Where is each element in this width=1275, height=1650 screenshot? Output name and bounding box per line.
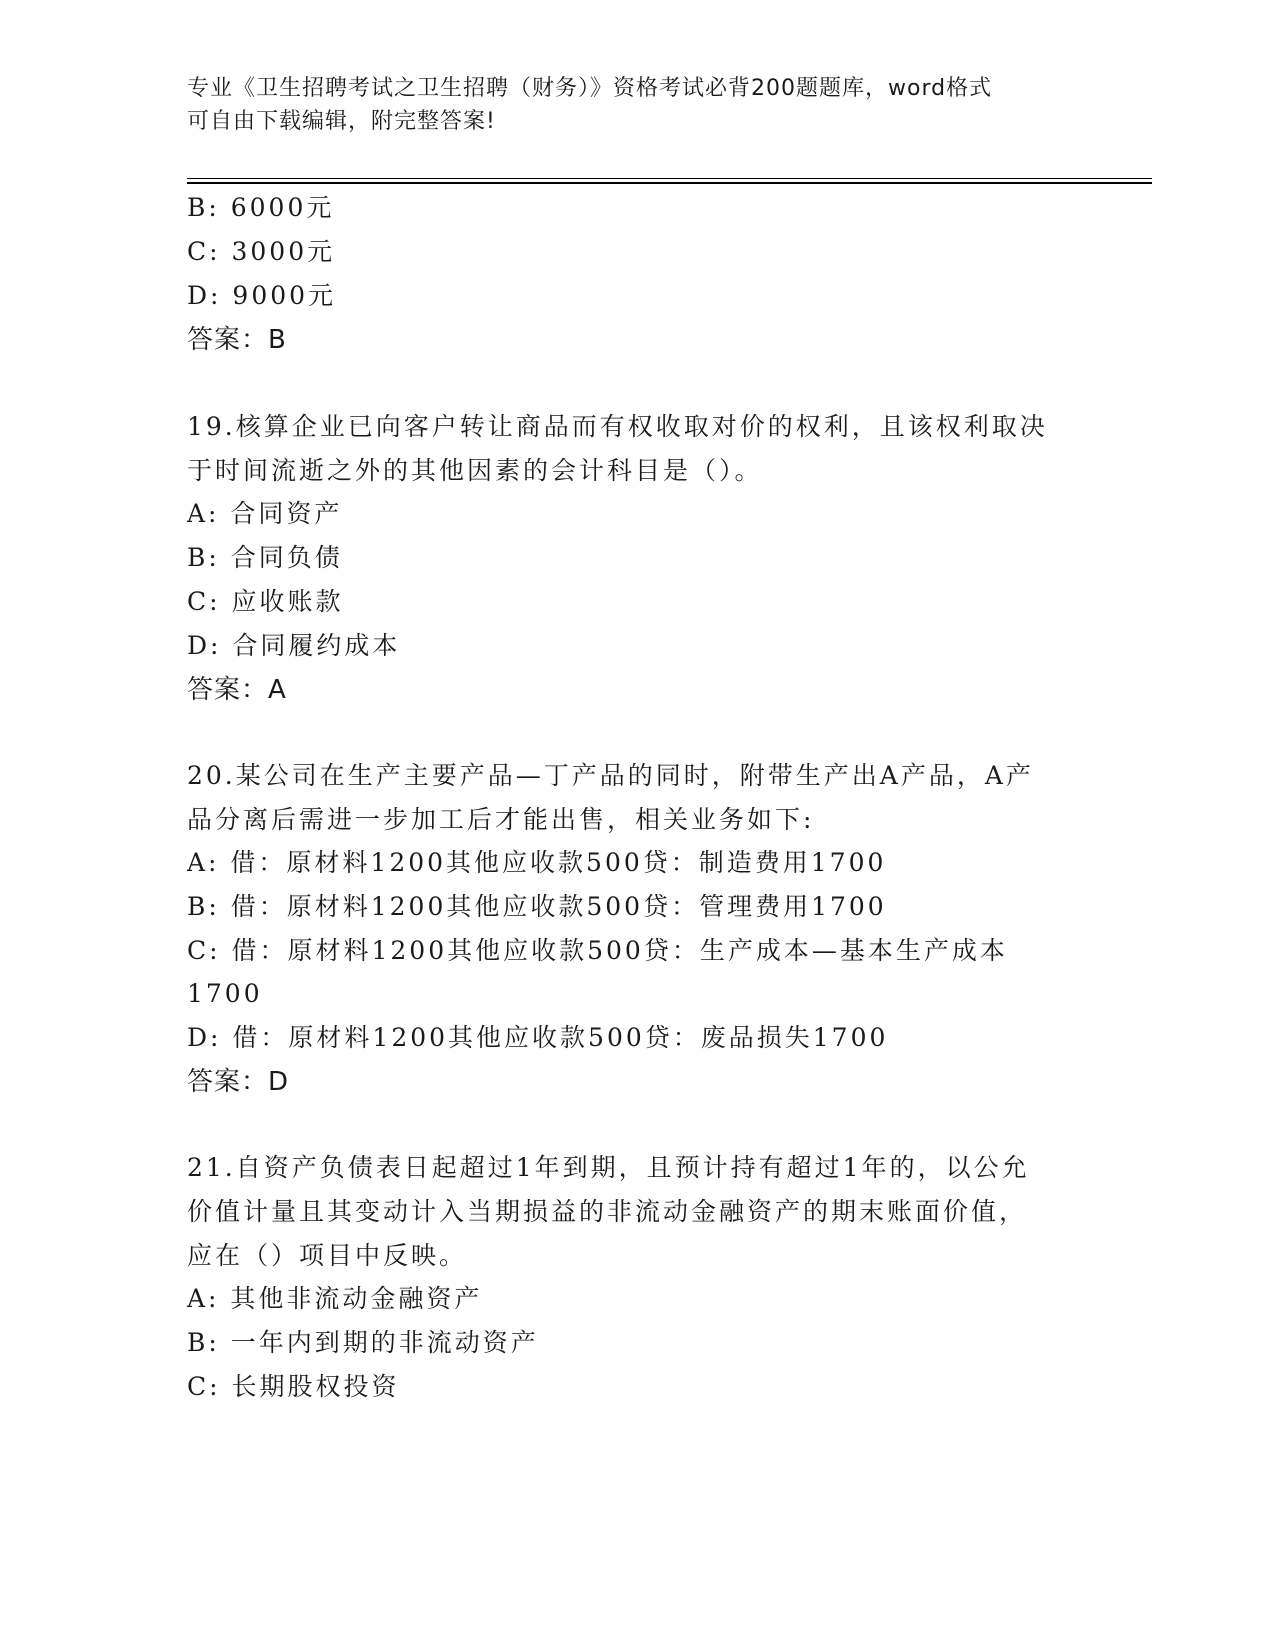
q19-stem-line-1: 19.核算企业已向客户转让商品而有权收取对价的权利，且该权利取决 [187, 412, 1048, 441]
q19-answer: 答案：A [187, 675, 287, 705]
page-header [187, 72, 1087, 138]
q21-option-b: B: 一年内到期的非流动资产 [187, 1328, 539, 1357]
q21-stem-line-1: 21.自资产负债表日起超过1年到期，且预计持有超过1年的，以公允 [187, 1153, 1030, 1182]
q18-option-d: D: 9000元 [187, 281, 337, 310]
q20-option-c-line-2: 1700 [187, 979, 263, 1008]
q18-option-c: C: 3000元 [187, 237, 336, 266]
header-divider-thin [187, 178, 1152, 179]
q19-option-b: B: 合同负债 [187, 543, 343, 572]
q20-option-b: B: 借：原材料1200其他应收款500贷：管理费用1700 [187, 892, 887, 921]
q20-stem-line-1: 20.某公司在生产主要产品—丁产品的同时，附带生产出A产品，A产 [187, 761, 1034, 790]
q20-option-a: A: 借：原材料1200其他应收款500贷：制造费用1700 [187, 848, 887, 877]
q19-stem-line-2: 于时间流逝之外的其他因素的会计科目是（）。 [187, 456, 763, 485]
header-divider-thick [187, 182, 1152, 184]
q19-option-c: C: 应收账款 [187, 587, 344, 616]
q21-stem-line-2: 价值计量且其变动计入当期损益的非流动金融资产的期末账面价值， [187, 1197, 1028, 1226]
q18-option-b: B: 6000元 [187, 193, 335, 222]
header-title-line-1: 专业《卫生招聘考试之卫生招聘（财务）》资格考试必背200题题库，word格式 [187, 76, 993, 101]
q20-answer: 答案：D [187, 1067, 290, 1097]
q20-stem-line-2: 品分离后需进一步加工后才能出售，相关业务如下: [187, 805, 815, 834]
q20-option-d: D: 借：原材料1200其他应收款500贷：废品损失1700 [187, 1023, 889, 1052]
q21-stem-line-3: 应在（）项目中反映。 [187, 1241, 468, 1270]
q18-answer: 答案：B [187, 325, 287, 355]
q21-option-c: C: 长期股权投资 [187, 1372, 400, 1401]
q19-option-d: D: 合同履约成本 [187, 631, 401, 660]
q20-option-c-line-1: C: 借：原材料1200其他应收款500贷：生产成本—基本生产成本 [187, 936, 1008, 965]
q19-option-a: A: 合同资产 [187, 499, 343, 528]
header-title-line-2: 可自由下载编辑，附完整答案! [187, 109, 496, 134]
q21-option-a: A: 其他非流动金融资产 [187, 1284, 483, 1313]
